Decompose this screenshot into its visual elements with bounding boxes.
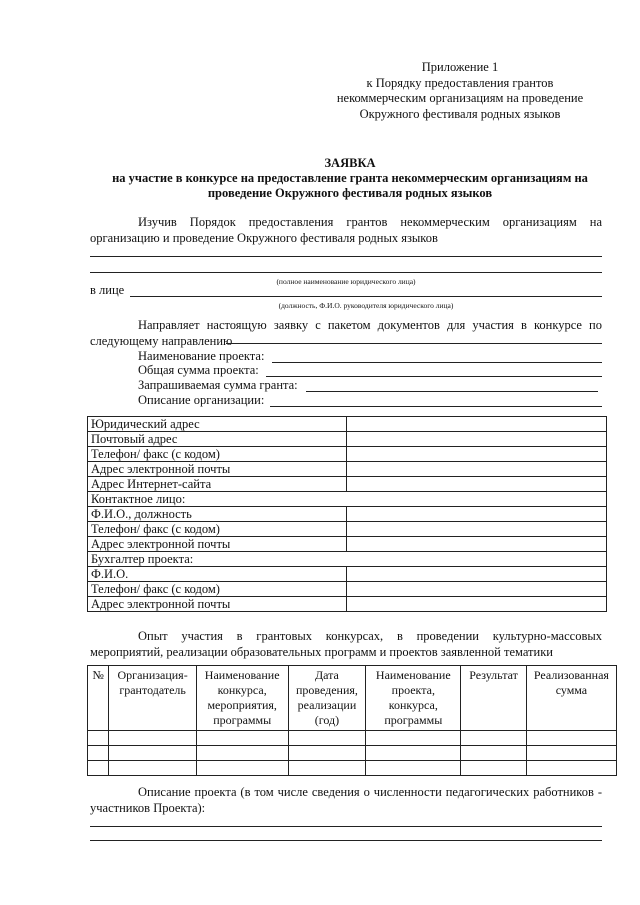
title-line: на участие в конкурсе на предоставление гранта некоммерческим организациям на xyxy=(112,171,588,185)
grant-sum-label: Запрашиваемая сумма гранта: xyxy=(138,378,298,392)
appendix-line: к Порядку предоставления грантов xyxy=(366,75,554,90)
form-title xyxy=(80,156,620,201)
info-row-value-cell[interactable] xyxy=(347,522,607,537)
info-row-value-cell[interactable] xyxy=(347,567,607,582)
experience-cell[interactable] xyxy=(461,746,527,761)
experience-cell[interactable] xyxy=(288,746,366,761)
org-name-caption: (полное наименование юридического лица) xyxy=(276,277,416,286)
info-row-value-cell[interactable] xyxy=(347,447,607,462)
title-line: проведение Окружного фестиваля родных языков xyxy=(207,186,493,200)
project-description-line-2[interactable] xyxy=(90,840,602,841)
experience-header-cell: Дата проведения, реализации (год) xyxy=(288,666,366,731)
project-name-label: Наименование проекта: xyxy=(138,349,265,363)
direction-field-line[interactable] xyxy=(226,343,602,344)
info-row-label: Бухгалтер проекта: xyxy=(88,552,607,567)
info-row-value-cell[interactable] xyxy=(347,582,607,597)
experience-cell[interactable] xyxy=(461,761,527,776)
experience-row xyxy=(88,746,617,761)
experience-header-cell: Реализованная сумма xyxy=(526,666,616,731)
info-row xyxy=(88,507,607,522)
experience-cell[interactable] xyxy=(526,746,616,761)
org-description-label: Описание организации: xyxy=(138,393,265,407)
project-description-line-1[interactable] xyxy=(90,826,602,827)
info-row xyxy=(88,492,607,507)
info-row-label: Контактное лицо: xyxy=(88,492,607,507)
info-row xyxy=(88,447,607,462)
person-caption: (должность, Ф.И.О. руководителя юридического лица) xyxy=(278,301,454,310)
info-row-label: Почтовый адрес xyxy=(88,432,347,447)
organization-info-table xyxy=(87,416,607,612)
title-heading: ЗАЯВКА xyxy=(324,156,376,170)
info-row-value-cell[interactable] xyxy=(347,507,607,522)
experience-cell[interactable] xyxy=(196,761,288,776)
experience-header-cell: № xyxy=(88,666,109,731)
experience-cell[interactable] xyxy=(526,761,616,776)
experience-paragraph: Опыт участия в грантовых конкурсах, в проведении культурно-массовых мероприятий, реализации образовательных программ и проектов заявленной тематики xyxy=(90,629,602,659)
experience-cell[interactable] xyxy=(288,761,366,776)
org-description-field[interactable] xyxy=(270,406,602,407)
intro-paragraph: Изучив Порядок предоставления грантов некоммерческим организациям на организацию и проведение Окружного фестиваля родных языков xyxy=(90,215,602,245)
info-row-label: Адрес электронной почты xyxy=(88,597,347,612)
info-row-label: Телефон/ факс (с кодом) xyxy=(88,522,347,537)
info-row xyxy=(88,567,607,582)
info-row-label: Ф.И.О., должность xyxy=(88,507,347,522)
org-name-line-2[interactable] xyxy=(90,272,602,273)
info-row xyxy=(88,582,607,597)
experience-header-cell: Результат xyxy=(461,666,527,731)
experience-cell[interactable] xyxy=(196,746,288,761)
info-row-value-cell[interactable] xyxy=(347,537,607,552)
experience-cell[interactable] xyxy=(88,731,109,746)
person-field-line[interactable] xyxy=(130,296,602,297)
experience-header-cell: Наименование проекта, конкурса, программы xyxy=(366,666,461,731)
info-row-value-cell[interactable] xyxy=(347,417,607,432)
experience-cell[interactable] xyxy=(366,731,461,746)
person-label: в лице xyxy=(90,283,125,297)
info-row xyxy=(88,537,607,552)
total-sum-field[interactable] xyxy=(266,376,602,377)
experience-row xyxy=(88,731,617,746)
experience-cell[interactable] xyxy=(109,731,197,746)
experience-cell[interactable] xyxy=(88,746,109,761)
experience-cell[interactable] xyxy=(366,761,461,776)
info-row xyxy=(88,522,607,537)
submission-paragraph xyxy=(90,317,602,349)
experience-header-cell: Наименование конкурса, мероприятия, программы xyxy=(196,666,288,731)
experience-cell[interactable] xyxy=(366,746,461,761)
info-row xyxy=(88,417,607,432)
project-description-paragraph: Описание проекта (в том числе сведения о численности педагогических работников - участников Проекта): xyxy=(90,785,602,815)
experience-cell[interactable] xyxy=(288,731,366,746)
experience-cell[interactable] xyxy=(196,731,288,746)
info-row-value-cell[interactable] xyxy=(347,597,607,612)
appendix-line: некоммерческим организациям на проведение xyxy=(336,91,584,105)
info-row-label: Юридический адрес xyxy=(88,417,347,432)
experience-header-row xyxy=(88,666,617,731)
experience-cell[interactable] xyxy=(88,761,109,776)
appendix-line: Окружного фестиваля родных языков xyxy=(359,106,561,121)
info-row xyxy=(88,552,607,567)
experience-cell[interactable] xyxy=(526,731,616,746)
info-row-label: Адрес электронной почты xyxy=(88,537,347,552)
experience-table xyxy=(87,665,617,776)
appendix-header xyxy=(300,60,620,122)
info-row-value-cell[interactable] xyxy=(347,462,607,477)
experience-cell[interactable] xyxy=(461,731,527,746)
info-row-value-cell[interactable] xyxy=(347,432,607,447)
experience-header-cell: Организация-грантодатель xyxy=(109,666,197,731)
grant-sum-field[interactable] xyxy=(306,391,598,392)
experience-cell[interactable] xyxy=(109,761,197,776)
project-name-field[interactable] xyxy=(272,362,602,363)
info-row xyxy=(88,597,607,612)
info-row-label: Адрес электронной почты xyxy=(88,462,347,477)
info-row-label: Адрес Интернет-сайта xyxy=(88,477,347,492)
info-row-value-cell[interactable] xyxy=(347,477,607,492)
org-name-line-1[interactable] xyxy=(90,256,602,257)
appendix-line: Приложение 1 xyxy=(421,60,499,74)
info-row-label: Ф.И.О. xyxy=(88,567,347,582)
experience-cell[interactable] xyxy=(109,746,197,761)
info-row-label: Телефон/ факс (с кодом) xyxy=(88,447,347,462)
info-row xyxy=(88,462,607,477)
experience-row xyxy=(88,761,617,776)
info-row xyxy=(88,477,607,492)
info-row xyxy=(88,432,607,447)
total-sum-label: Общая сумма проекта: xyxy=(138,363,259,377)
info-row-label: Телефон/ факс (с кодом) xyxy=(88,582,347,597)
submission-text: Направляет настоящую заявку с пакетом документов для участия в конкурсе по следующему направлению xyxy=(90,318,602,348)
